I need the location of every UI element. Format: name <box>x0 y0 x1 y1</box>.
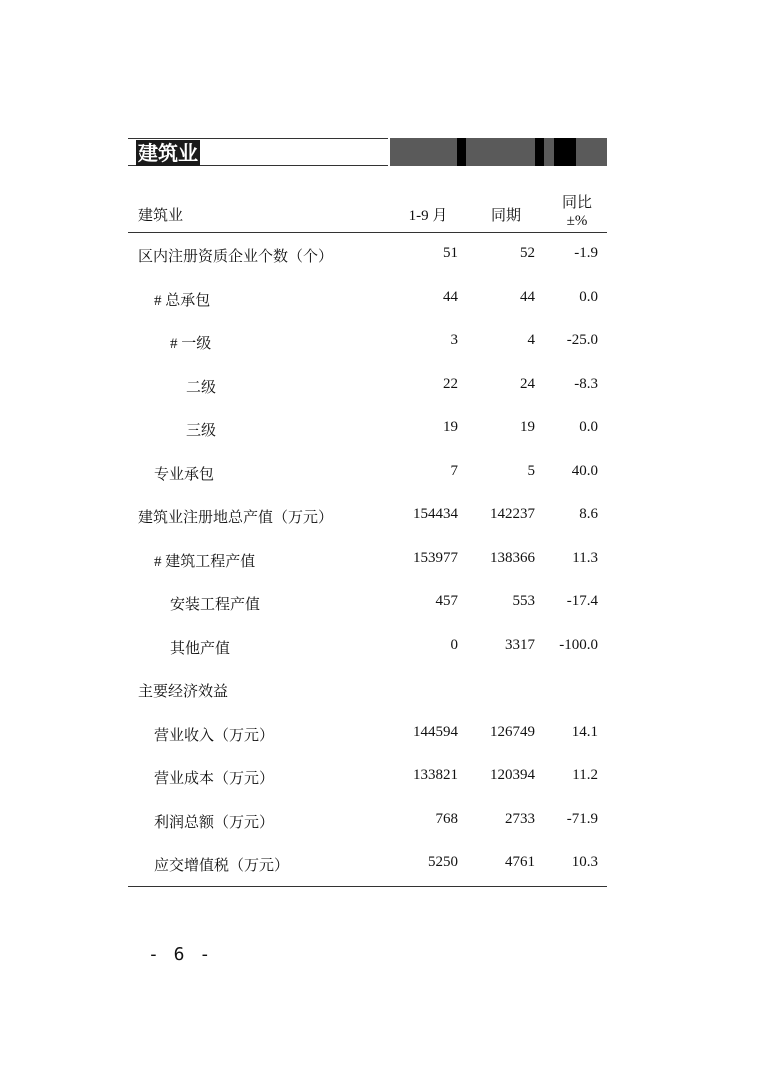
value-yoy: 40.0 <box>571 462 598 479</box>
value-period: 144594 <box>413 723 458 740</box>
value-same-period: 24 <box>520 375 535 392</box>
table-row <box>128 407 607 451</box>
header-yoy-line2: ±% <box>566 213 588 229</box>
table-row <box>128 581 607 625</box>
row-label: 区内注册资质企业个数（个） <box>138 249 334 265</box>
row-label: 建筑业注册地总产值（万元） <box>138 510 334 526</box>
table-row <box>128 668 607 712</box>
value-period: 44 <box>443 288 458 305</box>
value-period: 153977 <box>413 549 458 566</box>
row-label: 应交增值税（万元） <box>154 858 290 874</box>
value-period: 5250 <box>428 854 458 870</box>
header-yoy <box>548 194 606 230</box>
value-same-period: 4761 <box>505 854 535 870</box>
value-period: 19 <box>443 419 458 435</box>
value-yoy: 0.0 <box>579 288 598 305</box>
table-row <box>128 364 607 408</box>
header-yoy-line1: 同比 <box>561 195 592 211</box>
row-label: # 一级 <box>170 336 212 352</box>
value-yoy: -100.0 <box>559 636 598 653</box>
value-yoy: -17.4 <box>566 593 598 609</box>
row-label: # 建筑工程产值 <box>154 553 256 570</box>
header-same-period: 同期 <box>490 208 521 224</box>
value-yoy: 11.3 <box>572 549 598 566</box>
value-yoy: -71.9 <box>566 810 598 827</box>
row-label: 二级 <box>186 379 217 396</box>
table-row <box>128 799 607 843</box>
table-row <box>128 494 607 538</box>
page-number: - 6 - <box>148 944 213 965</box>
row-label: 其他产值 <box>170 640 231 657</box>
statistics-table <box>128 188 607 887</box>
value-period: 3 <box>450 332 458 348</box>
value-period: 0 <box>450 636 458 653</box>
section-title: 建筑业 <box>138 141 198 165</box>
value-yoy: 14.1 <box>571 723 598 740</box>
value-yoy: 8.6 <box>579 506 598 522</box>
value-yoy: -1.9 <box>574 245 598 261</box>
table-body <box>128 233 607 887</box>
value-same-period: 19 <box>520 419 535 435</box>
row-label: 专业承包 <box>154 466 215 483</box>
value-period: 7 <box>450 462 458 479</box>
banner-left-panel <box>128 138 388 166</box>
table-row <box>128 233 607 277</box>
value-period: 22 <box>443 375 458 392</box>
value-same-period: 553 <box>512 593 535 609</box>
table-row <box>128 277 607 321</box>
value-same-period: 120394 <box>490 767 535 783</box>
value-same-period: 2733 <box>505 810 535 827</box>
header-label: 建筑业 <box>138 206 184 224</box>
value-yoy: 11.2 <box>572 767 598 783</box>
value-period: 133821 <box>413 767 458 783</box>
table-row <box>128 451 607 495</box>
value-same-period: 3317 <box>505 636 535 653</box>
banner-block <box>535 138 544 166</box>
value-same-period: 142237 <box>490 506 535 522</box>
value-same-period: 4 <box>527 332 535 348</box>
value-period: 457 <box>435 593 458 609</box>
banner-block <box>457 138 466 166</box>
value-same-period: 44 <box>520 288 535 305</box>
table-header <box>128 188 607 233</box>
row-label: 主要经济效益 <box>138 684 229 700</box>
value-same-period: 52 <box>520 245 535 261</box>
value-same-period: 5 <box>527 462 535 479</box>
table-row <box>128 842 607 886</box>
value-yoy: 10.3 <box>571 854 598 870</box>
value-period: 154434 <box>413 506 458 522</box>
table-row <box>128 712 607 756</box>
value-same-period: 126749 <box>490 723 535 740</box>
value-yoy: -25.0 <box>566 332 598 348</box>
row-label: 营业收入（万元） <box>154 727 275 744</box>
value-yoy: -8.3 <box>574 375 598 392</box>
value-period: 51 <box>443 245 458 261</box>
header-period: 1-9 月 <box>408 208 448 224</box>
value-yoy: 0.0 <box>579 419 598 435</box>
table-row <box>128 625 607 669</box>
value-same-period: 138366 <box>490 549 535 566</box>
banner-decoration <box>390 138 607 166</box>
value-period: 768 <box>435 810 458 827</box>
banner-block <box>554 138 576 166</box>
row-label: # 总承包 <box>154 292 211 309</box>
table-row <box>128 755 607 799</box>
table-row <box>128 538 607 582</box>
section-banner <box>128 138 607 166</box>
row-label: 利润总额（万元） <box>154 814 275 831</box>
row-label: 安装工程产值 <box>170 597 261 613</box>
table-row <box>128 320 607 364</box>
row-label: 三级 <box>186 423 217 439</box>
row-label: 营业成本（万元） <box>154 771 275 787</box>
